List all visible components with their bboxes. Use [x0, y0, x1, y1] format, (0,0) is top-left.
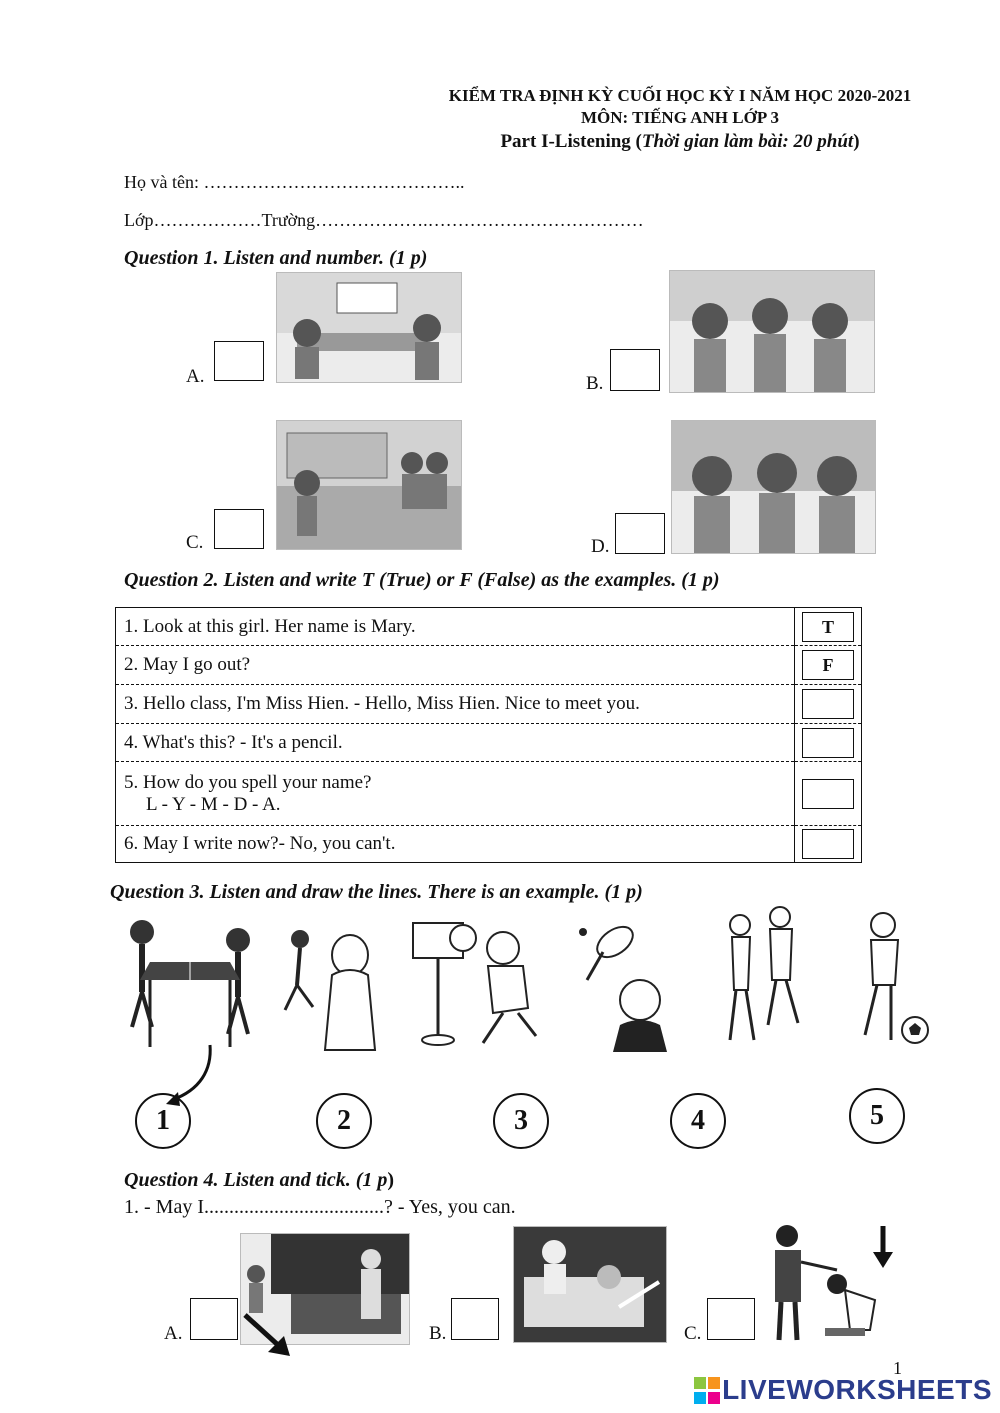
subject-title: MÔN: TIẾNG ANH LỚP 3: [580, 108, 780, 127]
class-school-line: Lớp………………Trường……………….………………………………: [124, 210, 644, 230]
statement-1: 1. Look at this girl. Her name is Mary.: [116, 608, 795, 646]
liveworksheets-brand[interactable]: LIVEWORKSHEETS: [722, 1374, 992, 1405]
statement-2: 2. May I go out?: [116, 646, 795, 685]
q1-option-b-label: B.: [586, 373, 604, 394]
statement-5: 5. How do you spell your name? L - Y - M - D - A.: [116, 762, 795, 826]
table-row: [116, 646, 862, 685]
table-row: [116, 685, 862, 724]
basketball-icon: [408, 918, 548, 1053]
classroom-picture: [276, 272, 462, 383]
q4-option-b-label: B.: [429, 1323, 447, 1344]
q1-answer-box-c[interactable]: [214, 509, 264, 549]
answer-box-1[interactable]: T: [802, 612, 854, 642]
q4-option-c-label: C.: [684, 1323, 702, 1344]
desk-picture: [513, 1226, 667, 1343]
answer-box-5[interactable]: [802, 779, 854, 809]
answer-box-3[interactable]: [802, 689, 854, 719]
match-number-4[interactable]: 4: [670, 1093, 726, 1149]
q4-tick-box-a[interactable]: [190, 1298, 238, 1340]
question-4-item-1: 1. - May I....................................? - Yes, you can.: [124, 1196, 516, 1218]
schoolyard-picture: [276, 420, 462, 550]
q1-option-a-label: A.: [186, 366, 205, 387]
q1-answer-box-d[interactable]: [615, 513, 665, 554]
statement-3: 3. Hello class, I'm Miss Hien. - Hello, Miss Hien. Nice to meet you.: [116, 685, 795, 724]
question-4-title: Question 4. Listen and tick. (1 p): [124, 1169, 395, 1191]
q4-option-a-label: A.: [164, 1323, 183, 1344]
q4-tick-box-c[interactable]: [707, 1298, 755, 1340]
match-number-3[interactable]: 3: [493, 1093, 549, 1149]
part-title: Part I-Listening (Thời gian làm bài: 20 phút): [500, 131, 860, 152]
hide-and-seek-icon: [275, 925, 385, 1055]
liveworksheets-logo-icon: [694, 1377, 720, 1405]
student-name-line: Họ và tên: ……………………………………..: [124, 172, 465, 192]
boys-talking-picture: [669, 270, 875, 393]
q1-option-d-label: D.: [591, 536, 610, 557]
badminton-icon: [575, 920, 685, 1055]
football-icon: [843, 910, 933, 1055]
table-row: [116, 762, 862, 826]
table-row: [116, 724, 862, 762]
match-number-1[interactable]: 1: [135, 1093, 191, 1149]
table-row: [116, 826, 862, 863]
question-3-title: Question 3. Listen and draw the lines. There is an example. (1 p): [110, 881, 643, 903]
true-false-table: [115, 607, 862, 863]
tag-game-icon: [720, 905, 810, 1055]
q1-option-c-label: C.: [186, 532, 204, 553]
statement-6: 6. May I write now?- No, you can't.: [116, 826, 795, 863]
statement-4: 4. What's this? - It's a pencil.: [116, 724, 795, 762]
match-number-2[interactable]: 2: [316, 1093, 372, 1149]
table-row: [116, 608, 862, 646]
q4-tick-box-b[interactable]: [451, 1298, 499, 1340]
sit-down-picture: [765, 1222, 900, 1344]
table-tennis-icon: [120, 912, 260, 1052]
answer-box-4[interactable]: [802, 728, 854, 758]
q1-answer-box-b[interactable]: [610, 349, 660, 391]
match-number-5[interactable]: 5: [849, 1088, 905, 1144]
q1-answer-box-a[interactable]: [214, 341, 264, 381]
question-1-title: Question 1. Listen and number. (1 p): [124, 247, 428, 269]
exam-title: KIỂM TRA ĐỊNH KỲ CUỐI HỌC KỲ I NĂM HỌC 2020-2021: [448, 86, 912, 105]
page-number: 1: [893, 1358, 902, 1378]
question-2-title: Question 2. Listen and write T (True) or F (False) as the examples. (1 p): [124, 569, 720, 591]
three-friends-picture: [671, 420, 876, 554]
arrow-out-icon: [240, 1310, 295, 1360]
answer-box-2[interactable]: F: [802, 650, 854, 680]
answer-box-6[interactable]: [802, 829, 854, 859]
